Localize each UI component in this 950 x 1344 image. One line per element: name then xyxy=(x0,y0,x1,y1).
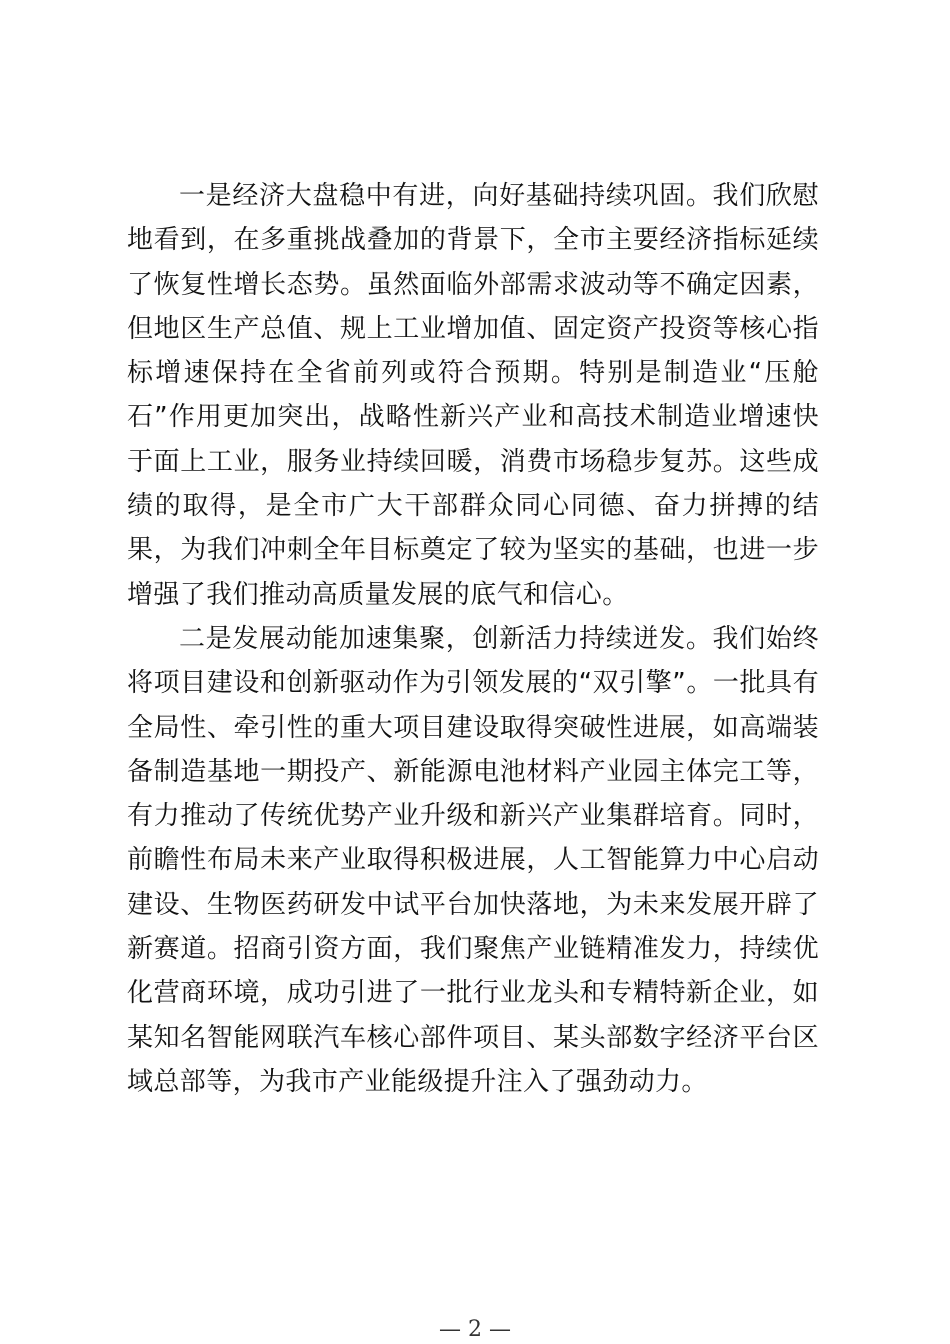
document-body xyxy=(127,174,819,1104)
paragraph-economy: 一是经济大盘稳中有进，向好基础持续巩固。我们欣慰地看到，在多重挑战叠加的背景下，全市主要经济指标延续了恢复性增长态势。虽然面临外部需求波动等不确定因素，但地区生产总值、规上工业增加值、固定资产投资等核心指标增速保持在全省前列或符合预期。特别是制造业“压舱石”作用更加突出，战略性新兴产业和高技术制造业增速快于面上工业，服务业持续回暖，消费市场稳步复苏。这些成绩的取得，是全市广大干部群众同心同德、奋力拼搏的结果，为我们冲刺全年目标奠定了较为坚实的基础，也进一步增强了我们推动高质量发展的底气和信心。 xyxy=(127,181,819,610)
page-number: — 2 — xyxy=(439,1317,511,1342)
paragraph-momentum: 二是发展动能加速集聚，创新活力持续迸发。我们始终将项目建设和创新驱动作为引领发展的“双引擎”。一批具有全局性、牵引性的重大项目建设取得突破性进展，如高端装备制造基地一期投产、新能源电池材料产业园主体完工等，有力推动了传统优势产业升级和新兴产业集群培育。同时，前瞻性布局未来产业取得积极进展，人工智能算力中心启动建设、生物医药研发中试平台加快落地，为未来发展开辟了新赛道。招商引资方面，我们聚焦产业链精准发力，持续优化营商环境，成功引进了一批行业龙头和专精特新企业，如某知名智能网联汽车核心部件项目、某头部数字经济平台区域总部等，为我市产业能级提升注入了强劲动力。 xyxy=(127,623,819,1097)
